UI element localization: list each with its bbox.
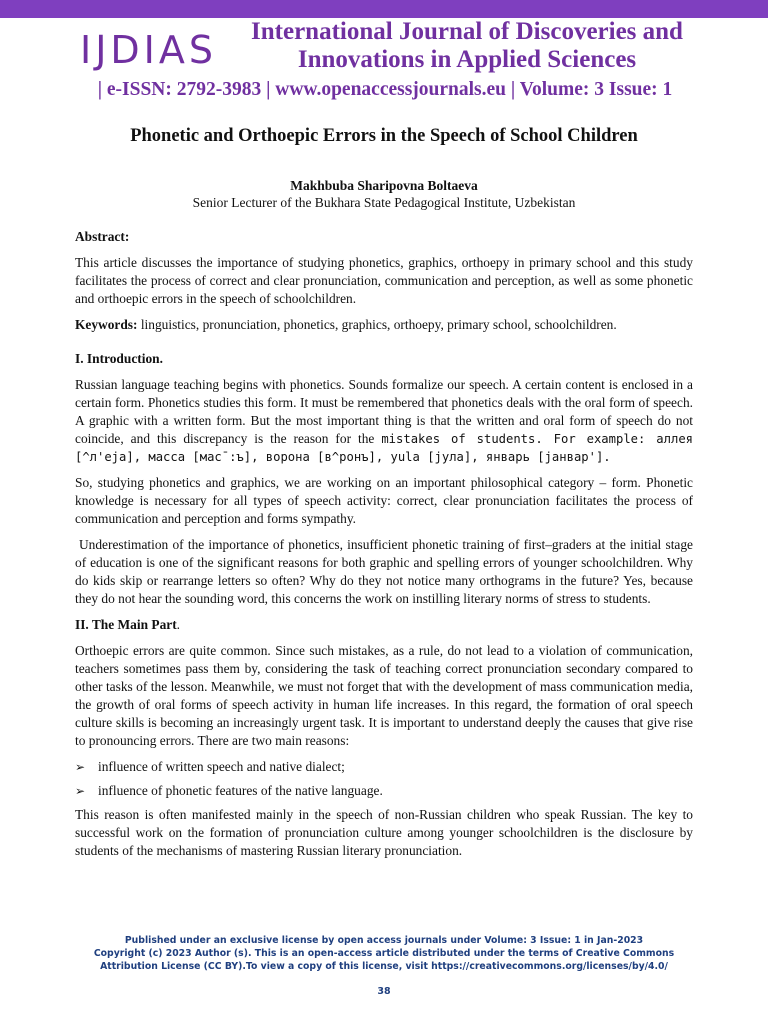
footer-line-3: Attribution License (CC BY).To view a copy of this license, visit https://creativecommons.org/licenses/by/4.0/: [100, 961, 668, 972]
license-footer: [60, 934, 708, 973]
section-heading-main-part: [75, 616, 693, 634]
list-item: [75, 782, 693, 800]
issn-line: | e-ISSN: 2792-3983 | www.openaccessjournals.eu | Volume: 3 Issue: 1: [97, 79, 673, 100]
section-heading-main-part-dot: .: [176, 617, 181, 632]
footer-line-2: Copyright (c) 2023 Author (s). This is an open-access article distributed under the terms of Creative Commons: [93, 948, 675, 959]
abstract-text: This article discusses the importance of studying phonetics, graphics, orthoepy in primary school and this study facilitates the process of correct and clear pronunciation, communication and perception, as well as some phonetic and orthoepic errors in the speech of schoolchildren.: [75, 255, 693, 306]
paper-title: Phonetic and Orthoepic Errors in the Speech of School Children: [130, 126, 638, 146]
author-name: Makhbuba Sharipovna Boltaeva: [290, 178, 478, 193]
author-affiliation: Senior Lecturer of the Bukhara State Pedagogical Institute, Uzbekistan: [192, 195, 576, 210]
page-number: 38: [377, 986, 391, 997]
arrow-bullet-icon: ➢: [75, 760, 86, 774]
keywords-list: linguistics, pronunciation, phonetics, graphics, orthoepy, primary school, schoolchildren.: [137, 317, 617, 332]
list-item-text: influence of phonetic features of the native language.: [98, 783, 383, 798]
abstract-heading: Abstract:: [75, 229, 130, 244]
intro-paragraph-3: Underestimation of the importance of phonetics, insufficient phonetic training of first–graders at the initial stage of education is one of the significant reasons for both graphic and spelling errors of younger schoolchildren. Why do kids skip or rearrange letters so often? Why do they not notice many orthograms in the future? Yes, because they do not hear the sounding word, this concerns the work on instilling literary norms of stress to students.: [75, 537, 693, 606]
journal-title: [232, 18, 702, 74]
list-item: [75, 758, 693, 776]
list-item-text: influence of written speech and native dialect;: [98, 759, 345, 774]
section-heading-introduction: I. Introduction.: [75, 351, 163, 366]
keywords-label: Keywords:: [75, 317, 138, 332]
intro-paragraph-1: [75, 376, 693, 466]
article-body: [75, 228, 693, 868]
main-paragraph-2: This reason is often manifested mainly in the speech of non-Russian children who speak Russian. The key to successful work on the formation of pronunciation culture among younger schoolchildren is the disclosure by students of the mechanisms of mastering Russian literary pronunciation.: [75, 807, 693, 858]
journal-title-line-2: Innovations in Applied Sciences: [297, 46, 637, 73]
section-heading-main-part-text: II. The Main Part: [75, 617, 177, 632]
intro-paragraph-1-text: Russian language teaching begins with phonetics. Sounds formalize our speech. A certain content is enclosed in a certain form. Phonetics studies this form. It must be remembered that phonetics deals with the oral form of speech. A graphic with a written form. But the most important thing is that the written and oral form of speech do not coincide, and this discrepancy is the reason for the: [75, 377, 693, 446]
intro-examples: mistakes of students. For example: аллея [^л'еja], масса [мас¯:ъ], ворона [в^ронъ], yula [jулa], январь [jанвар'].: [75, 432, 693, 464]
top-color-bar: [0, 0, 768, 18]
footer-line-1: Published under an exclusive license by open access journals under Volume: 3 Issue: 1 in Jan-2023: [124, 935, 644, 946]
journal-title-line-1: International Journal of Discoveries and: [251, 18, 683, 45]
keywords: [75, 316, 693, 334]
intro-paragraph-2: So, studying phonetics and graphics, we are working on an important philosophical category – form. Phonetic knowledge is necessary for all types of speech activity: correct, clear pronunciation facilitates the process of communication and perception and forms sympathy.: [75, 475, 693, 526]
main-paragraph-1: Orthoepic errors are quite common. Since such mistakes, as a rule, do not lead to a violation of communication, teachers sometimes pass them by, considering the task of teaching correct pronunciation secondary compared to other tasks of the lesson. Meanwhile, we must not forget that with the development of mass communication media, the growth of oral forms of speech activity in human life increases. In this regard, the formation of oral speech culture skills is becoming an increasingly urgent task. It is important to understand deeply the causes that give rise to pronouncing errors. There are two main reasons:: [75, 643, 693, 748]
arrow-bullet-icon: ➢: [75, 784, 86, 798]
journal-logo: IJDIAS: [80, 28, 217, 72]
